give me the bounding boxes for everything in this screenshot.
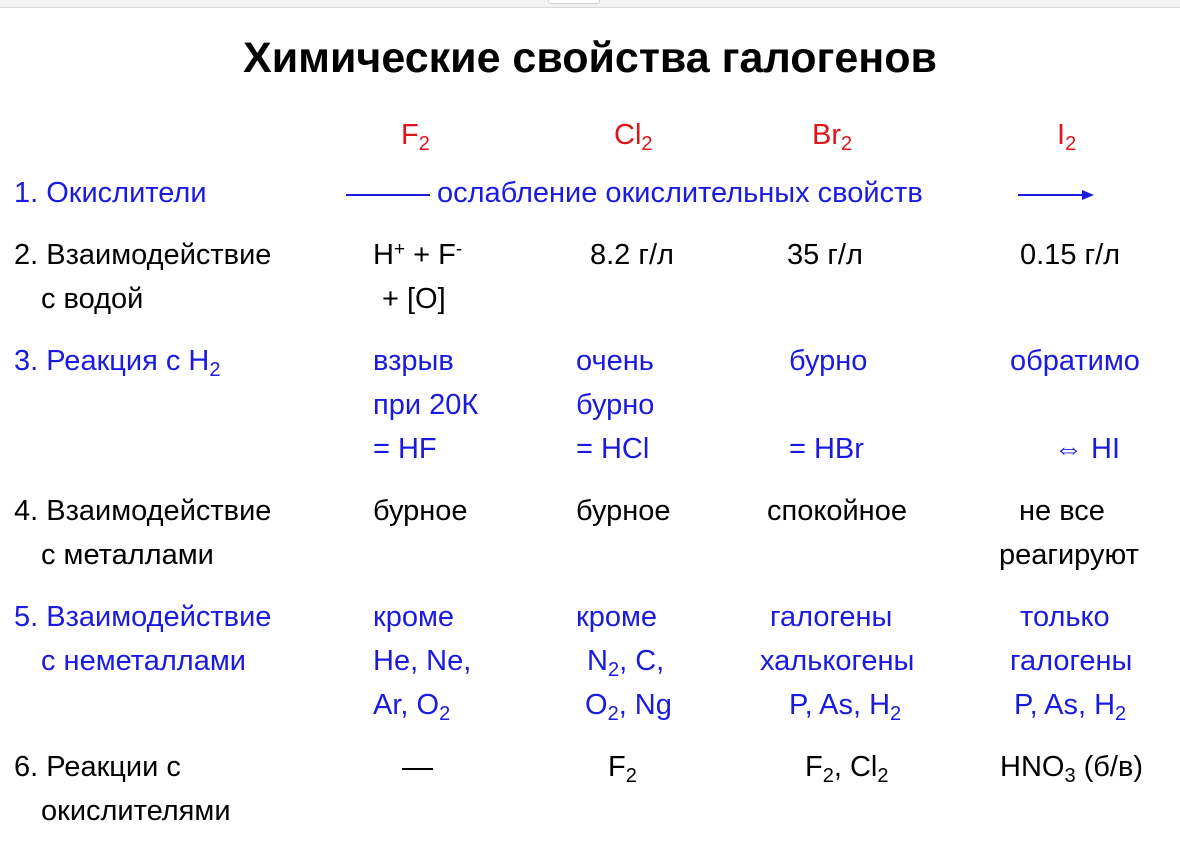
double-arrow-icon: ⇔ <box>1054 433 1083 465</box>
trend-text: ослабление окислительных свойств <box>437 177 923 209</box>
row1-label: 1. Окислители <box>14 177 207 209</box>
row2-br2-value: 35 г/л <box>787 239 863 271</box>
row3-label: 3. Реакция с $H_2$ <box>14 345 221 381</box>
row4-label-line1: 4. Взаимодействие <box>14 495 272 527</box>
row4-i2-line1: не все <box>1019 495 1105 527</box>
browser-top-bar <box>0 0 1180 8</box>
row5-label-line2: с неметаллами <box>41 645 246 677</box>
row4-cl2-value: бурное <box>576 495 671 527</box>
row5-br2-line3: P, As, $H_2$ <box>789 689 902 725</box>
row5-i2-line1: только <box>1020 601 1110 633</box>
row3-i2-line1: обратимо <box>1010 345 1140 377</box>
row6-label-line2: окислителями <box>41 795 231 827</box>
row5-br2-line2: халькогены <box>760 645 915 677</box>
row3-i2-line3: ⇔ HI <box>1054 433 1121 465</box>
row3-br2-line3: = HBr <box>789 433 864 465</box>
row2-f2-value-line2: + [O] <box>382 283 446 315</box>
trend-line-left <box>346 194 430 196</box>
trend-arrow-icon <box>1082 190 1094 200</box>
row5-f2-line3: Ar, $O_2$ <box>373 689 451 725</box>
top-tab-handle[interactable] <box>548 0 600 4</box>
row3-br2-line1: бурно <box>789 345 868 377</box>
row6-cl2-value: $F_2$ <box>608 751 637 787</box>
row5-cl2-line3: $O_2$, Ng <box>585 689 672 725</box>
row5-i2-line3: P, As, $H_2$ <box>1014 689 1127 725</box>
row6-label-line1: 6. Реакции с <box>14 751 181 783</box>
row2-label-line2: с водой <box>41 283 144 315</box>
row4-f2-value: бурное <box>373 495 468 527</box>
row3-f2-line1: взрыв <box>373 345 454 377</box>
row6-i2-value: $HNO_3$ (б/в) <box>1000 751 1144 787</box>
row2-i2-value: 0.15 г/л <box>1020 239 1121 271</box>
row5-i2-line2: галогены <box>1010 645 1133 677</box>
row5-label-line1: 5. Взаимодействие <box>14 601 272 633</box>
row6-br2-value: $F_2$, $Cl_2$ <box>805 751 889 787</box>
row2-cl2-value: 8.2 г/л <box>590 239 674 271</box>
row3-cl2-line2: бурно <box>576 389 655 421</box>
row2-f2-value: H+ + F- <box>373 239 463 271</box>
page-title: Химические свойства галогенов <box>243 34 937 82</box>
row3-cl2-line1: очень <box>576 345 654 377</box>
row5-f2-line2: He, Ne, <box>373 645 472 677</box>
halogen-cl2: $Cl_2$ <box>614 119 653 155</box>
row4-br2-value: спокойное <box>767 495 907 527</box>
row6-f2-none-dash <box>402 768 433 770</box>
row4-i2-line2: реагируют <box>999 539 1139 571</box>
row2-label-line1: 2. Взаимодействие <box>14 239 272 271</box>
row3-cl2-line3: = HCl <box>576 433 650 465</box>
row5-cl2-line2: $N_2$, C, <box>587 645 665 681</box>
halogen-f2: $F_2$ <box>401 119 430 155</box>
halogen-br2: $Br_2$ <box>812 119 853 155</box>
row4-label-line2: с металлами <box>41 539 214 571</box>
trend-line-right <box>1018 194 1082 196</box>
row3-f2-line3: = HF <box>373 433 437 465</box>
row5-f2-line1: кроме <box>373 601 455 633</box>
row5-cl2-line1: кроме <box>576 601 658 633</box>
row3-f2-line2: при 20К <box>373 389 479 421</box>
row5-br2-line1: галогены <box>770 601 893 633</box>
halogen-i2: $I_2$ <box>1057 119 1077 155</box>
